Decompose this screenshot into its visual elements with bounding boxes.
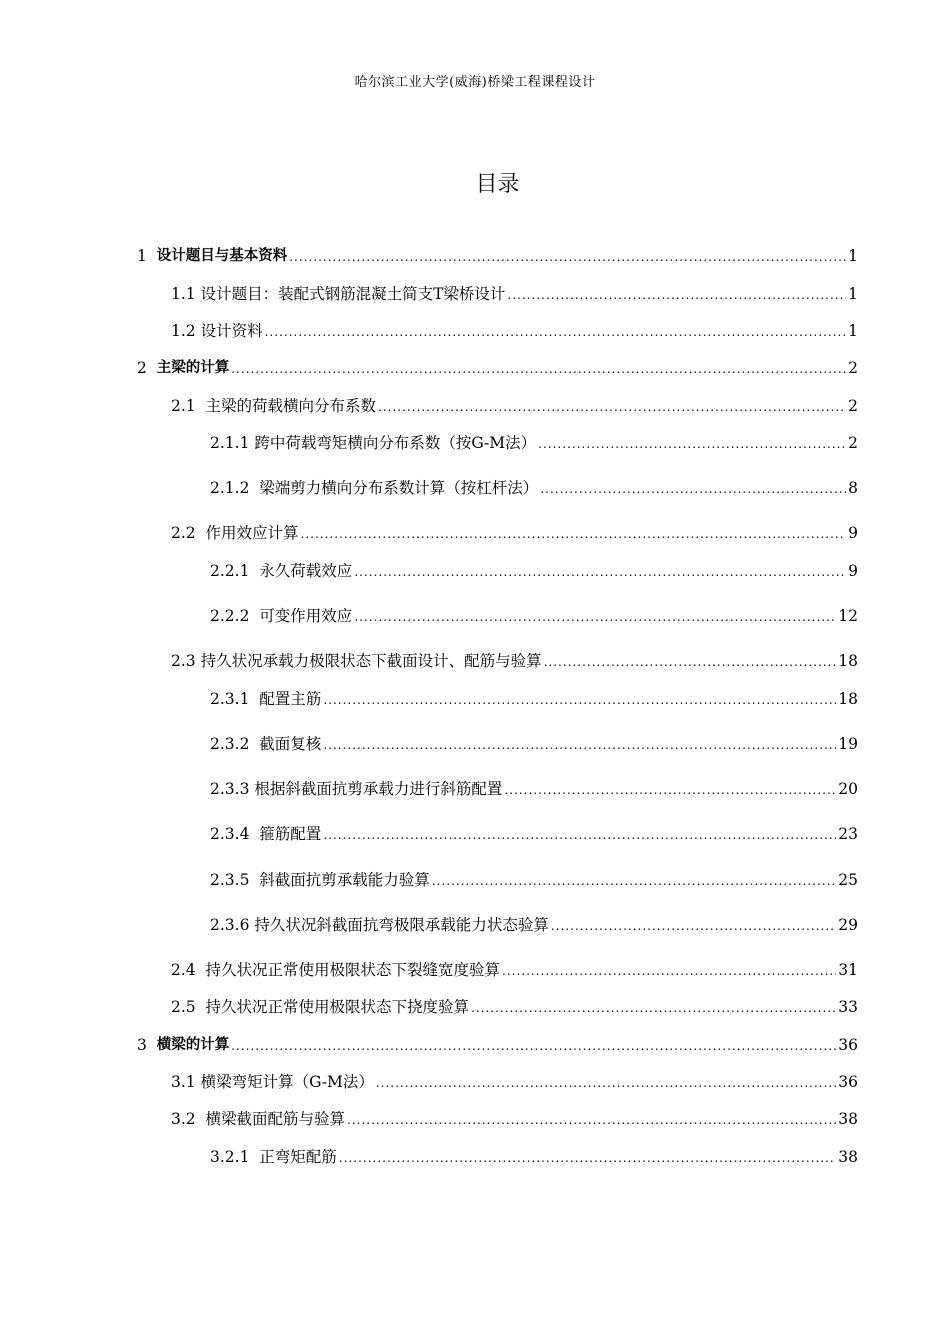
toc-leader-dots bbox=[323, 826, 836, 844]
toc-leader-dots bbox=[540, 480, 846, 498]
toc-entry[interactable] bbox=[171, 317, 858, 341]
toc-entry-text: 设计题目：装配式钢筋混凝土简支T梁桥设计 bbox=[200, 285, 506, 303]
toc-entry[interactable] bbox=[210, 911, 858, 935]
toc-entry[interactable] bbox=[210, 1143, 858, 1167]
toc-leader-dots bbox=[376, 1074, 836, 1092]
toc-entry-number: 3 bbox=[137, 1036, 157, 1054]
toc-entry[interactable] bbox=[171, 956, 858, 980]
toc-entry-text: 永久荷载效应 bbox=[259, 562, 353, 580]
toc-entry-text: 斜截面抗剪承载能力验算 bbox=[259, 871, 430, 889]
toc-entry[interactable] bbox=[210, 866, 858, 890]
toc-entry[interactable] bbox=[137, 242, 858, 266]
toc-entry-number: 2 bbox=[137, 359, 157, 377]
toc-entry[interactable] bbox=[171, 1105, 858, 1129]
running-header: 哈尔滨工业大学(威海)桥梁工程课程设计 bbox=[354, 75, 596, 90]
toc-entry-number: 2.5 bbox=[171, 998, 206, 1016]
toc-entry-number: 2.2.2 bbox=[210, 607, 260, 625]
toc-entry-page: 12 bbox=[838, 607, 858, 625]
toc-entry-text: 横梁弯矩计算（G-M法） bbox=[200, 1073, 374, 1091]
toc-entry-text: 横梁截面配筋与验算 bbox=[205, 1110, 346, 1128]
toc-entry-number: 2.1.2 bbox=[210, 479, 260, 497]
toc-entry-page: 2 bbox=[848, 397, 858, 415]
toc-entry[interactable] bbox=[210, 775, 858, 799]
toc-entry-page: 18 bbox=[838, 652, 858, 670]
toc-entry-page: 36 bbox=[838, 1036, 858, 1054]
toc-entry-page: 18 bbox=[838, 690, 858, 708]
toc-entry-number: 2.2.1 bbox=[210, 562, 260, 580]
toc-entry-page: 31 bbox=[838, 961, 858, 979]
toc-entry-text: 可变作用效应 bbox=[259, 607, 353, 625]
toc-entry-number: 2.1 bbox=[171, 397, 206, 415]
toc-entry-text: 截面复核 bbox=[259, 735, 322, 753]
toc-entry-number: 2.3.4 bbox=[210, 825, 260, 843]
toc-entry-text: 主梁的荷载横向分布系数 bbox=[205, 397, 377, 415]
toc-entry-number: 2.3.5 bbox=[210, 871, 260, 889]
toc-entry-text: 持久状况承载力极限状态下截面设计、配筋与验算 bbox=[200, 652, 542, 670]
toc-entry-number: 1.2 bbox=[171, 322, 201, 340]
toc-leader-dots bbox=[301, 525, 847, 543]
toc-leader-dots bbox=[538, 435, 846, 453]
toc-leader-dots bbox=[323, 691, 836, 709]
toc-entry-page: 33 bbox=[838, 998, 858, 1016]
toc-entry-text: 梁端剪力横向分布系数计算（按杠杆法） bbox=[259, 479, 539, 497]
toc-entry[interactable] bbox=[210, 602, 858, 626]
toc-entry[interactable] bbox=[137, 354, 858, 378]
toc-entry-text: 跨中荷载弯矩横向分布系数（按G-M法） bbox=[254, 434, 537, 452]
toc-leader-dots bbox=[471, 999, 836, 1017]
toc-entry-number: 2.3.6 bbox=[210, 916, 255, 934]
toc-entry[interactable] bbox=[171, 519, 858, 543]
toc-leader-dots bbox=[354, 608, 836, 626]
toc-entry[interactable] bbox=[137, 1031, 858, 1055]
toc-entry-number: 1 bbox=[137, 247, 157, 265]
toc-leader-dots bbox=[502, 962, 836, 980]
toc-entry-number: 2.4 bbox=[171, 961, 206, 979]
toc-leader-dots bbox=[347, 1111, 836, 1129]
toc-entry-page: 23 bbox=[838, 825, 858, 843]
toc-entry-text: 根据斜截面抗剪承载力进行斜筋配置 bbox=[254, 780, 503, 798]
toc-entry-text: 主梁的计算 bbox=[156, 360, 230, 376]
toc-leader-dots bbox=[265, 323, 847, 341]
toc-leader-dots bbox=[507, 286, 846, 304]
toc-leader-dots bbox=[231, 360, 846, 378]
toc-entry-number: 3.1 bbox=[171, 1073, 201, 1091]
toc-entry-page: 38 bbox=[838, 1110, 858, 1128]
toc-leader-dots bbox=[339, 1149, 836, 1167]
toc-entry-page: 25 bbox=[838, 871, 858, 889]
toc-title: 目录 bbox=[475, 172, 520, 197]
toc-entry-page: 36 bbox=[838, 1073, 858, 1091]
toc-entry-text: 箍筋配置 bbox=[259, 825, 322, 843]
toc-entry-page: 1 bbox=[848, 247, 858, 265]
toc-entry-page: 9 bbox=[848, 524, 858, 542]
toc-leader-dots bbox=[289, 248, 846, 266]
toc-entry[interactable] bbox=[171, 993, 858, 1017]
toc-entry-page: 29 bbox=[838, 916, 858, 934]
toc-entry-text: 配置主筋 bbox=[259, 690, 322, 708]
toc-entry[interactable] bbox=[210, 730, 858, 754]
toc-entry-text: 持久状况斜截面抗弯极限承载能力状态验算 bbox=[254, 916, 549, 934]
toc-entry[interactable] bbox=[210, 820, 858, 844]
toc-leader-dots bbox=[231, 1037, 836, 1055]
toc-leader-dots bbox=[504, 781, 836, 799]
toc-entry[interactable] bbox=[171, 647, 858, 671]
toc-entry-page: 9 bbox=[848, 562, 858, 580]
toc-entry-number: 2.3.1 bbox=[210, 690, 260, 708]
toc-entry-number: 2.3.2 bbox=[210, 735, 260, 753]
toc-entry[interactable] bbox=[171, 392, 858, 416]
toc-leader-dots bbox=[323, 736, 836, 754]
toc-entry-text: 正弯矩配筋 bbox=[259, 1148, 337, 1166]
toc-entry-page: 8 bbox=[848, 479, 858, 497]
toc-leader-dots bbox=[378, 398, 846, 416]
toc-entry-page: 1 bbox=[848, 322, 858, 340]
toc-entry-number: 2.2 bbox=[171, 524, 206, 542]
toc-entry-number: 3.2 bbox=[171, 1110, 206, 1128]
toc-entry-number: 2.3.3 bbox=[210, 780, 255, 798]
toc-entry-text: 设计题目与基本资料 bbox=[156, 248, 288, 264]
toc-leader-dots bbox=[432, 872, 836, 890]
toc-entry-text: 作用效应计算 bbox=[205, 524, 299, 542]
toc-entry-page: 38 bbox=[838, 1148, 858, 1166]
toc-entry-text: 持久状况正常使用极限状态下挠度验算 bbox=[205, 998, 470, 1016]
toc-entry-page: 2 bbox=[848, 434, 858, 452]
toc-entry-number: 2.1.1 bbox=[210, 434, 255, 452]
toc-entry-page: 19 bbox=[838, 735, 858, 753]
toc-entry-text: 设计资料 bbox=[200, 322, 263, 340]
toc-entry-page: 2 bbox=[848, 359, 858, 377]
toc-entry-text: 持久状况正常使用极限状态下裂缝宽度验算 bbox=[205, 961, 501, 979]
toc-entry[interactable] bbox=[171, 280, 858, 304]
toc-entry-number: 3.2.1 bbox=[210, 1148, 260, 1166]
toc-leader-dots bbox=[354, 563, 846, 581]
toc-entry[interactable] bbox=[210, 429, 858, 453]
toc-entry-number: 1.1 bbox=[171, 285, 201, 303]
toc-entry[interactable] bbox=[210, 557, 858, 581]
toc-leader-dots bbox=[551, 917, 836, 935]
toc-entry-page: 20 bbox=[838, 780, 858, 798]
toc-entry-text: 横梁的计算 bbox=[156, 1037, 230, 1053]
toc-leader-dots bbox=[544, 653, 837, 671]
toc-entry[interactable] bbox=[210, 474, 858, 498]
toc-entry[interactable] bbox=[210, 685, 858, 709]
toc-entry-page: 1 bbox=[848, 285, 858, 303]
toc-entry-number: 2.3 bbox=[171, 652, 201, 670]
toc-entry[interactable] bbox=[171, 1068, 858, 1092]
